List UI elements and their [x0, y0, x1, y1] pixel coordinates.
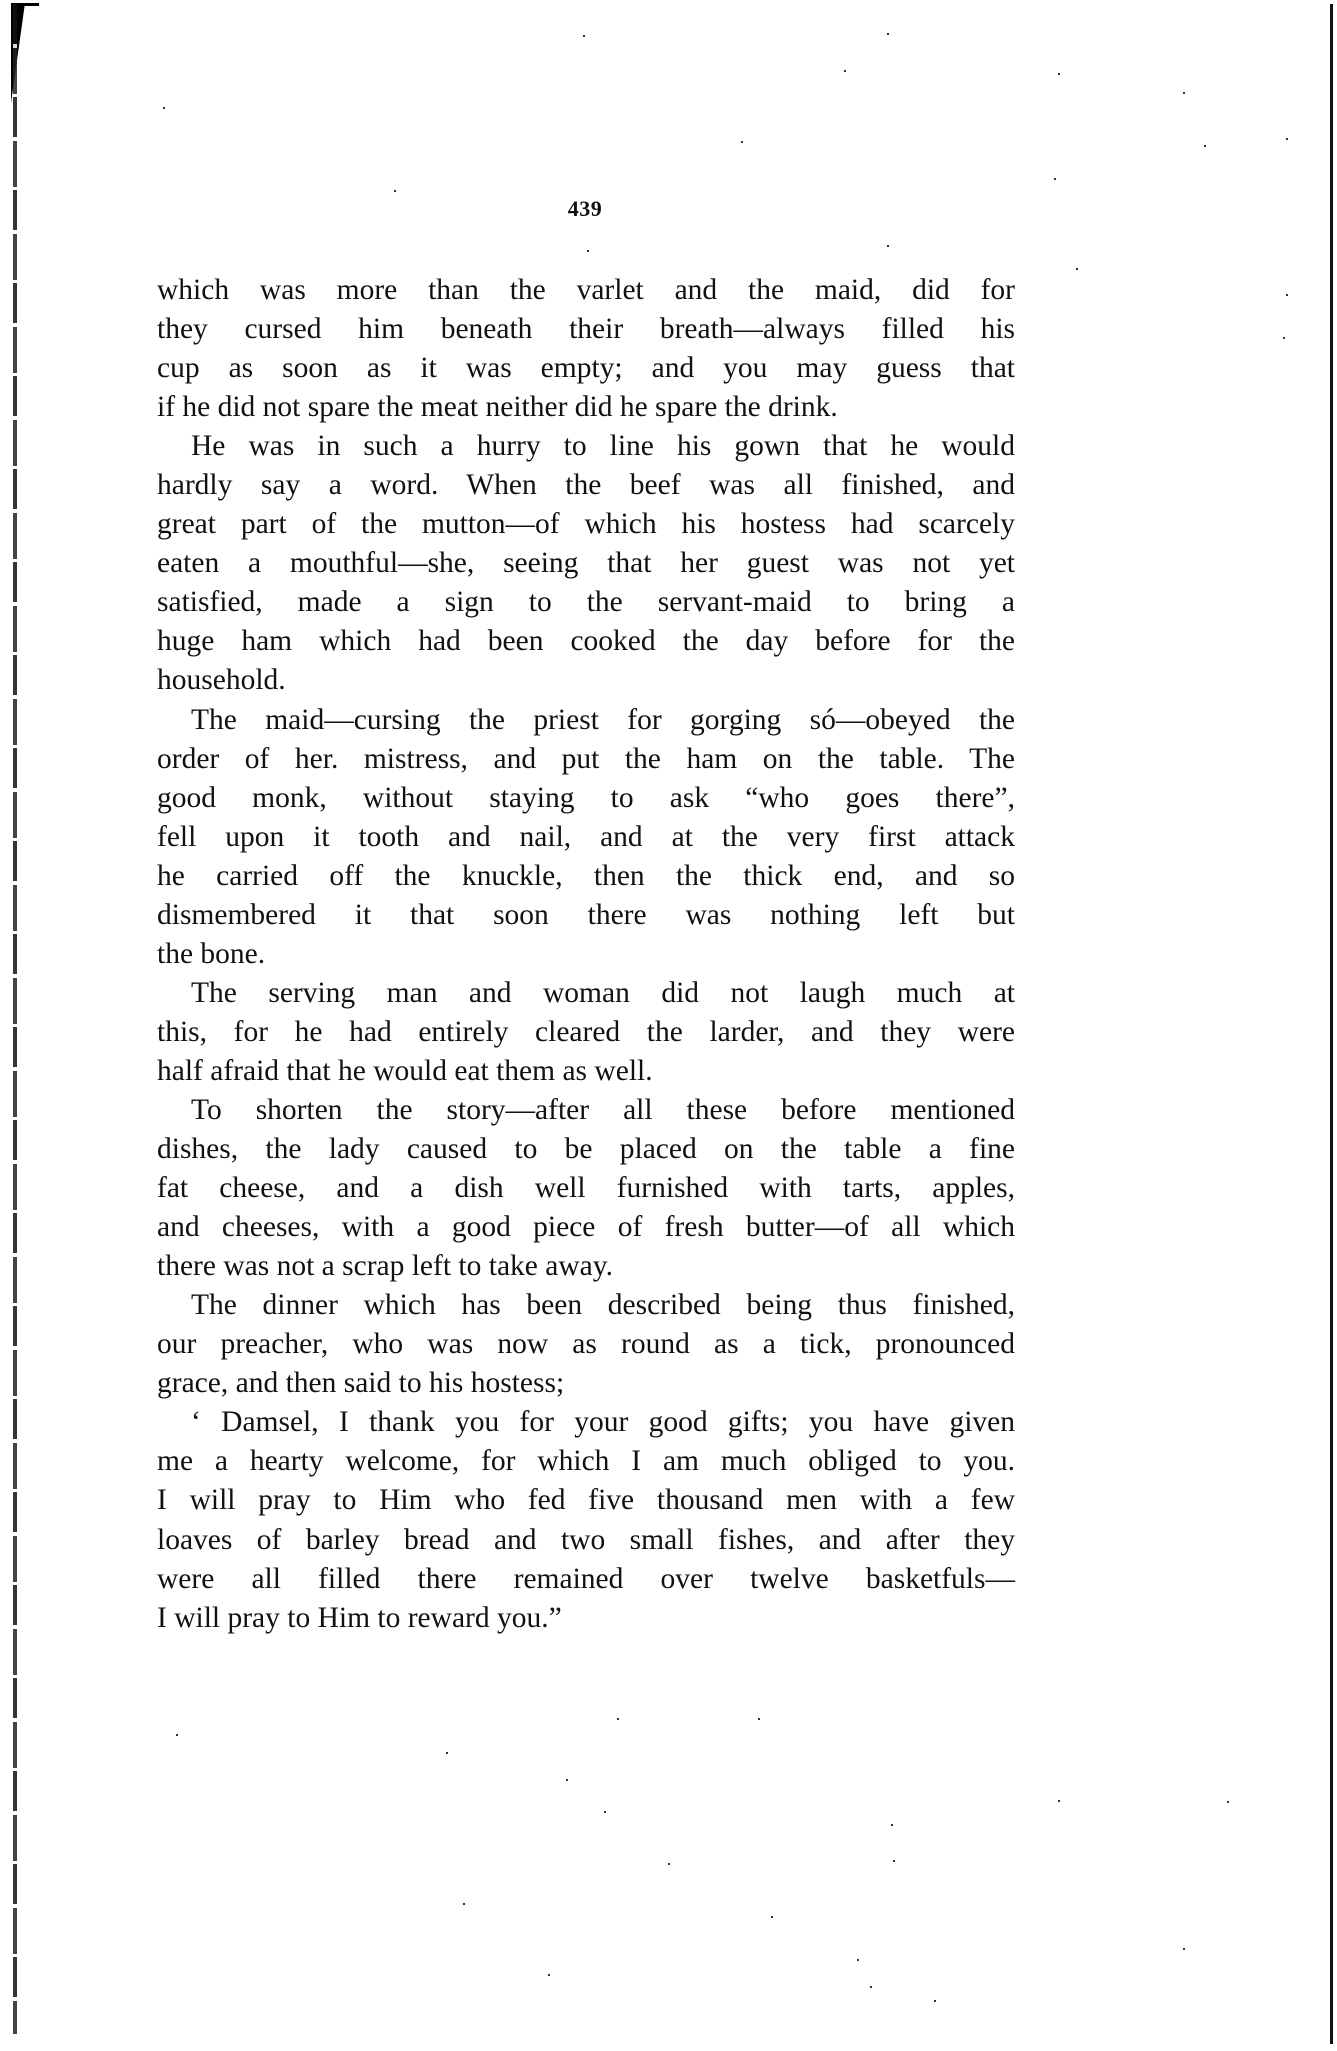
paragraph	[157, 1403, 1015, 1637]
text-line: dishes, the lady caused to be placed on the table a fine	[157, 1133, 1015, 1166]
scan-speck	[887, 33, 889, 35]
text-line: they cursed him beneath their breath—always filled his	[157, 313, 1015, 346]
text-line: The serving man and woman did not laugh much at	[191, 976, 1015, 1009]
scan-speck	[1286, 294, 1288, 296]
scan-speck	[771, 1916, 773, 1918]
text-line: household.	[157, 664, 286, 697]
scan-speck	[758, 1718, 760, 1720]
scan-speck	[934, 2000, 936, 2002]
text-line: if he did not spare the meat neither did he spare the drink.	[157, 391, 838, 424]
right-page-edge	[1330, 4, 1333, 2044]
text-line: were all filled there remained over twelve basketfuls—	[157, 1562, 1015, 1595]
scan-speck	[844, 70, 846, 72]
scan-speck	[1076, 268, 1078, 270]
scan-speck	[668, 1863, 670, 1865]
scan-speck	[446, 1752, 448, 1754]
paragraph	[157, 974, 1015, 1091]
text-line: I will pray to Him who fed five thousand men with a few	[157, 1484, 1015, 1517]
scan-speck	[891, 1824, 893, 1826]
text-line: I will pray to Him to reward you.”	[157, 1601, 562, 1634]
scan-speck	[893, 1860, 895, 1862]
scan-speck	[163, 107, 165, 109]
text-line: The maid—cursing the priest for gorging só—obeyed the	[191, 703, 1015, 736]
paragraph	[157, 1286, 1015, 1403]
scan-speck	[1058, 73, 1060, 75]
scan-speck	[583, 35, 585, 37]
scan-speck	[617, 1718, 619, 1720]
text-line: eaten a mouthful—she, seeing that her guest was not yet	[157, 547, 1015, 580]
text-line: he carried off the knuckle, then the thick end, and so	[157, 859, 1015, 892]
paragraph	[157, 271, 1015, 427]
scan-speck	[857, 1959, 859, 1961]
scan-speck	[741, 141, 743, 143]
text-line: He was in such a hurry to line his gown that he would	[191, 430, 1015, 463]
text-line: satisfied, made a sign to the servant-maid to bring a	[157, 586, 1015, 619]
text-line: good monk, without staying to ask “who goes there”,	[157, 781, 1015, 814]
scan-speck	[176, 1734, 178, 1736]
text-line: the bone.	[157, 937, 266, 970]
scan-speck	[870, 1986, 872, 1988]
text-line: order of her. mistress, and put the ham on the table. The	[157, 742, 1015, 775]
scan-speck	[587, 250, 589, 252]
scan-speck	[1058, 1800, 1060, 1802]
scan-speck	[394, 190, 396, 192]
text-line: our preacher, who was now as round as a tick, pronounced	[157, 1328, 1015, 1361]
text-line: To shorten the story—after all these before mentioned	[191, 1093, 1015, 1126]
text-line: fell upon it tooth and nail, and at the very first attack	[157, 820, 1015, 853]
scan-speck	[1283, 337, 1285, 339]
text-line: this, for he had entirely cleared the larder, and they were	[157, 1015, 1015, 1048]
text-line: ‘ Damsel, I thank you for your good gifts; you have given	[191, 1406, 1015, 1439]
text-line: The dinner which has been described being thus finished,	[191, 1289, 1015, 1322]
scan-speck	[1286, 138, 1288, 140]
page-number: 439	[567, 196, 603, 221]
text-line: huge ham which had been cooked the day before for the	[157, 625, 1015, 658]
body-text	[157, 271, 1015, 1638]
scan-speck	[1204, 145, 1206, 147]
scan-speck	[548, 1974, 550, 1976]
paragraph	[157, 701, 1015, 974]
text-line: there was not a scrap left to take away.	[157, 1250, 613, 1283]
scan-speck	[1227, 1801, 1229, 1803]
text-line: which was more than the varlet and the maid, did for	[157, 274, 1015, 306]
text-line: half afraid that he would eat them as well.	[157, 1054, 653, 1087]
text-line: hardly say a word. When the beef was all finished, and	[157, 469, 1015, 502]
scan-speck	[566, 1779, 568, 1781]
paragraph	[157, 427, 1015, 700]
left-binding-edge	[13, 4, 17, 2034]
text-line: and cheeses, with a good piece of fresh butter—of all which	[157, 1211, 1015, 1244]
scan-speck	[463, 1903, 465, 1905]
text-line: dismembered it that soon there was nothing left but	[157, 898, 1015, 931]
scan-speck	[1054, 178, 1056, 180]
text-line: fat cheese, and a dish well furnished with tarts, apples,	[157, 1172, 1015, 1205]
scan-speck	[604, 1811, 606, 1813]
text-line: me a hearty welcome, for which I am much obliged to you.	[157, 1445, 1015, 1478]
scan-speck	[1183, 1948, 1185, 1950]
paragraph	[157, 1091, 1015, 1286]
text-line: cup as soon as it was empty; and you may guess that	[157, 352, 1015, 385]
text-line: great part of the mutton—of which his hostess had scarcely	[157, 508, 1015, 541]
scan-speck	[1183, 92, 1185, 94]
text-line: grace, and then said to his hostess;	[157, 1367, 565, 1400]
text-line: loaves of barley bread and two small fishes, and after they	[157, 1523, 1015, 1556]
scan-speck	[887, 245, 889, 247]
